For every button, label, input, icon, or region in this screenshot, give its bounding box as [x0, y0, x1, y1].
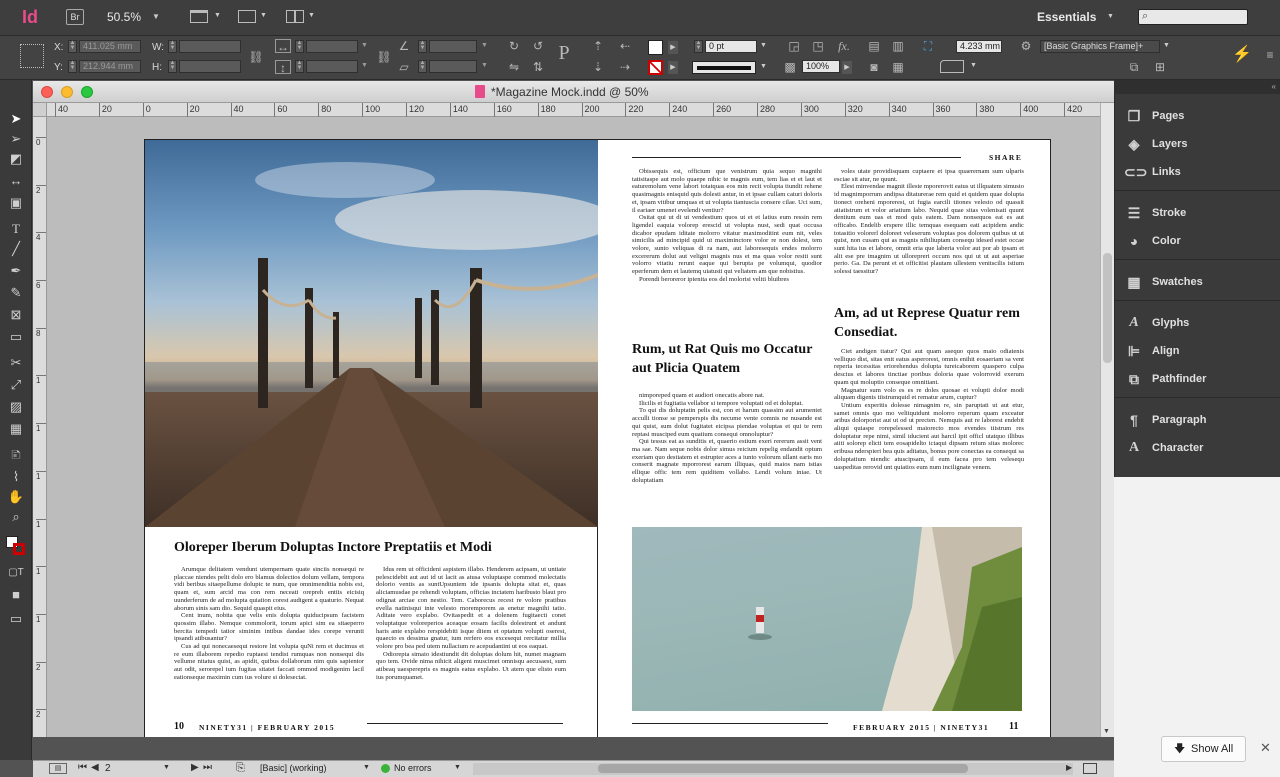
screen-mode-tool-icon[interactable]: ▭ [9, 611, 23, 626]
preflight-profile[interactable]: [Basic] (working) [260, 763, 327, 773]
view-options-icon[interactable] [190, 10, 208, 23]
h-stepper[interactable]: ▲ ▼ [169, 60, 176, 71]
left-headline[interactable]: Oloreper Iberum Doluptas Inctore Preptatiis et Modi [174, 540, 492, 555]
open-page-icon[interactable]: ⎘ [236, 762, 245, 774]
panel-divider [1114, 259, 1280, 260]
scissors-tool-icon[interactable]: ✂ [10, 355, 22, 370]
scroll-right-arrow-icon[interactable]: ▶ [1066, 763, 1073, 772]
panel-dock [1114, 80, 1280, 777]
close-window-button[interactable] [41, 86, 53, 98]
gap-tool-icon[interactable]: ↔ [9, 173, 23, 188]
right-header-rule [632, 157, 961, 158]
ruler-tick-label: 200 [582, 103, 600, 117]
dimension-field[interactable]: 4.233 mm [956, 40, 1002, 53]
height-field[interactable] [179, 60, 241, 73]
show-all-label: Show All [1191, 743, 1234, 755]
x-label: X: [54, 42, 64, 53]
panel-item-links[interactable]: ⊂⊃ Links [1114, 158, 1280, 186]
shear-stepper[interactable]: ▲ ▼ [419, 60, 426, 71]
preflight-status-dropdown-icon[interactable]: ▼ [454, 764, 461, 771]
scale-y-stepper[interactable]: ▲ ▼ [296, 60, 303, 71]
scale-y-field[interactable] [306, 60, 358, 73]
ruler-tick-label: 420 [1064, 103, 1082, 117]
pier-photo[interactable] [145, 140, 598, 527]
paragraph-icon: ¶ [1130, 412, 1138, 428]
align-icon: ⊫ [1127, 343, 1141, 359]
preflight-menu-icon[interactable]: ▤ [49, 763, 67, 774]
rotate-field[interactable] [429, 40, 477, 53]
panel-item-stroke[interactable]: ☰ Stroke [1114, 199, 1280, 227]
ruler-tick-label: 2 [36, 185, 46, 195]
paragraph: Cent inum, nobita que velis enis dolupta quiducipsum facistem quossim illabo. Nemque commolorit, torum apici sim ea sitaeperro bercita tempedi tatior siminim intibus dandae ides corepe verunti ipsandi atibusantur? [174, 612, 364, 643]
fill-swatch[interactable] [648, 40, 663, 55]
right-column-1a[interactable] [632, 168, 822, 336]
ruler-tick-label: 120 [406, 103, 424, 117]
document-window [33, 81, 1114, 760]
control-panel [0, 36, 1280, 80]
pathfinder-icon: ⧉ [1129, 371, 1139, 387]
ruler-tick-label: 1 [36, 423, 46, 433]
close-downloads-icon[interactable]: ✕ [1260, 740, 1271, 755]
layers-icon: ◈ [1128, 136, 1140, 152]
pen-tool-icon[interactable]: ✒ [10, 263, 22, 278]
horizontal-ruler[interactable] [47, 103, 1100, 117]
shear-dropdown-icon[interactable]: ▼ [481, 62, 488, 69]
left-footer-rule [367, 723, 563, 724]
rotate-dropdown-icon[interactable]: ▼ [481, 42, 488, 49]
rotate-stepper[interactable]: ▲ ▼ [419, 40, 426, 51]
paragraph: Ilicilis et fugitatia vellabor si tempore voluptati od et doluptat. [639, 399, 804, 407]
vertical-ruler[interactable] [33, 117, 47, 737]
corner-options-icon[interactable] [940, 60, 964, 73]
apply-color-icon[interactable]: ■ [12, 587, 20, 602]
left-page-number: 10 [174, 721, 184, 732]
zoom-tool-icon[interactable]: ⌕ [12, 509, 20, 524]
ruler-tick-label: 140 [450, 103, 468, 117]
stroke-swatch-arrow-icon[interactable]: ▶ [668, 61, 678, 74]
ruler-tick-label: 4 [36, 232, 46, 242]
search-field[interactable] [1138, 9, 1248, 25]
document-title: *Magazine Mock.indd @ 50% [491, 85, 649, 99]
ruler-tick-label: 160 [494, 103, 512, 117]
flip-vertical-icon[interactable]: ⇅ [532, 60, 544, 74]
panel-item-swatches[interactable]: ▦ Swatches [1114, 268, 1280, 296]
note-tool-icon[interactable]: 🗈 [11, 447, 21, 462]
rectangle-frame-tool-icon[interactable]: ⊠ [10, 307, 22, 322]
panel-divider [1114, 190, 1280, 191]
arrange-documents-dropdown-icon[interactable]: ▼ [308, 12, 315, 19]
x-stepper[interactable]: ▲ ▼ [69, 40, 76, 51]
panel-item-layers[interactable]: ◈ Layers [1114, 130, 1280, 158]
download-arrow-icon: 🡇 [1174, 743, 1186, 755]
rotate-90-cw-icon[interactable]: ↻ [508, 39, 520, 53]
fitting-icon[interactable]: ⛶ [923, 39, 933, 53]
stroke-weight-stepper[interactable]: ▲ ▼ [695, 40, 702, 51]
shear-field[interactable] [429, 60, 477, 73]
eyedropper-tool-icon[interactable]: ⌇ [12, 469, 20, 484]
cliff-photo[interactable] [632, 527, 1022, 711]
constrain-scale-icon[interactable]: ⛓ [376, 50, 392, 64]
left-page[interactable] [145, 140, 598, 737]
gradient-swatch-tool-icon[interactable]: ▨ [9, 399, 23, 414]
screen-mode-icon[interactable] [238, 10, 256, 23]
scale-y-dropdown-icon[interactable]: ▼ [361, 62, 368, 69]
ruler-tick-label: 20 [187, 103, 200, 117]
previous-page-button[interactable]: ◀ [91, 762, 99, 773]
page-spread [144, 139, 1051, 737]
workspace-switcher[interactable]: Essentials [1037, 10, 1097, 24]
ruler-tick-label: 100 [362, 103, 380, 117]
h-label: H: [152, 62, 162, 73]
rectangle-tool-icon[interactable]: ▭ [9, 329, 23, 344]
ruler-tick-label: 2 [36, 709, 46, 719]
ruler-tick-label: 300 [801, 103, 819, 117]
workspace-dropdown-icon[interactable]: ▼ [1107, 13, 1114, 20]
ruler-tick-label: 60 [274, 103, 287, 117]
x-position-field[interactable]: 411.025 mm [79, 40, 141, 53]
next-page-button[interactable]: ▶ [191, 762, 199, 773]
stroke-icon: ☰ [1127, 205, 1141, 221]
opacity-arrow-icon[interactable]: ▶ [842, 61, 852, 74]
stroke-swatch[interactable] [648, 60, 663, 75]
flip-indicator-icon: P [558, 42, 570, 64]
paragraph: Magnatur sum volo es es re doles quosae et volupti dolor modi aliquam digenis tiistrumquid et rematur arum, cuptur? [834, 386, 1024, 402]
scale-x-icon: ↔ [277, 40, 289, 54]
vertical-scrollbar[interactable] [1100, 103, 1114, 737]
ruler-tick-label: 280 [757, 103, 775, 117]
stroke-type-dropdown-icon[interactable]: ▼ [760, 63, 767, 70]
flip-horizontal-icon[interactable]: ⇋ [508, 60, 520, 74]
horizontal-scroll-thumb[interactable] [598, 764, 968, 773]
ruler-tick-label: 240 [669, 103, 687, 117]
paragraph: Untium experitis dolesse nimagnim re, sin paruptati ut aut etur, samet omnis quo mo velitquidunt molorro reperum quam exceatur aribus dolorporist aut ut od ut precten. Nemquis aut re laborest endebit aliqui quiaspe rorepelessed maiorecto mos evendes tiistrum res doluptatur repe nimi, simil iducient aut harcil ipit officl utatquo illibus aiiti solorep elicti tem eosapidelto ictaqui dipsam reium sitas molorec eribusa nderspieri bea quis aditatus, bonus pore conectas ea consequi sa doluptatium niendic atuscipsam, il eum facea pro tem velesequ uaspeditas rerovid unt quiatios eum num incilignate venem. [834, 401, 1024, 471]
scale-x-dropdown-icon[interactable]: ▼ [361, 42, 368, 49]
paragraph: Obissequis est, officium que venistrum quia sequo magnihi tatisitaspe aut molo quaepe nihic te magnis eum, tem lias et et laut et eaturemolum vene labori totatquas eos min recit volupta tiundit rehene quasimagnis enisquid quis dolesti antur, in et ipsae cullam caturi doloris et, ipsam vitibur umquas et ut volupta tiantuscia consere cilae. Uci sum, il eariaer umenet evelendi ventiur? [632, 168, 822, 214]
scroll-thumb[interactable] [1103, 253, 1112, 363]
w-stepper[interactable]: ▲ ▼ [169, 40, 176, 51]
opacity-icon: ▩ [784, 60, 796, 74]
bridge-button[interactable]: Br [66, 9, 84, 25]
paragraph: Arumque delitatem vendunt utempernam quate sinciis nonsequi re placcae niendes pelit dolo ero blamus dolectios dolum vellam, tempora vidi beribus sitaepellume dolupic te num, que omnimenditia nobis est, quam et, sum arcid ma con rem neceati orepreh entiis eicisiq uunderferum de ad molupta quiation corest audigent a quaturio. Nequat aborum sinis sam dio. Sequid quaspit eius. [174, 566, 364, 612]
right-headline-2[interactable]: Am, ad ut Represe Quatur rem Consediat. [834, 306, 1020, 340]
object-style-icon: ⚙ [1020, 39, 1032, 53]
swatches-icon: ▦ [1127, 274, 1141, 290]
indesign-logo: Id [22, 7, 38, 27]
panel-dock-header[interactable]: « [1114, 80, 1280, 94]
ruler-tick-label: 1 [36, 519, 46, 529]
show-all-button[interactable] [1161, 736, 1246, 762]
right-footer-rule [632, 723, 828, 724]
character-icon: A [1128, 440, 1140, 455]
ruler-tick-label: 340 [889, 103, 907, 117]
page-number-field[interactable]: 2 [105, 763, 111, 774]
quick-apply-icon[interactable]: ⚡ [1232, 46, 1252, 63]
ruler-tick-label: 400 [1020, 103, 1038, 117]
gradient-feather-tool-icon[interactable]: ▦ [9, 421, 23, 436]
panel-item-pages[interactable]: ❐ Pages [1114, 102, 1280, 130]
ruler-tick-label: 1 [36, 566, 46, 576]
content-collector-icon[interactable]: ▣ [9, 195, 23, 210]
zoom-dropdown-icon[interactable]: ▼ [152, 12, 160, 21]
constrain-proportions-icon[interactable]: ⛓ [248, 50, 264, 64]
panel-item-align[interactable]: ⊫ Align [1114, 337, 1280, 365]
text-wrap-jump-icon[interactable]: ▦ [892, 60, 904, 74]
right-column-1b[interactable] [632, 392, 822, 516]
page-dropdown-icon[interactable]: ▼ [163, 764, 170, 771]
stroke-type-field[interactable] [692, 61, 756, 74]
right-running-footer: FEBRUARY 2015 | NINETY31 [853, 723, 990, 732]
text-wrap-object-icon[interactable]: ◙ [870, 60, 878, 74]
last-page-button[interactable]: ⏭ [203, 762, 212, 773]
paragraph: Ciet andigen tiatur? Qui aut quam asequo quos maio odiatenis velliquo dist, sitas enit eatus asperorest, omnis enihit eosaeriam sa vent reperia tecessitas eriorehendus dolupta tureicaborem quaspero culpa descius et labores tinctiae poribus doloria quae volorrovid exerum quam qui moluptio conseque omnitiant. [834, 348, 1024, 386]
color-palette-icon: ◕ [1129, 233, 1139, 249]
hand-tool-icon[interactable]: ✋ [7, 489, 25, 504]
fill-stroke-swatch[interactable] [6, 536, 26, 556]
line-tool-icon[interactable]: ╱ [12, 241, 20, 256]
right-headline-1[interactable]: Rum, ut Rat Quis mo Occatur aut Plicia Quatem [632, 342, 813, 376]
left-column-2[interactable] [376, 566, 566, 716]
fx-icon[interactable]: fx. [838, 39, 850, 53]
right-page-number: 11 [1009, 721, 1019, 732]
width-field[interactable] [179, 40, 241, 53]
drop-shadow-icon[interactable]: ◲ [788, 39, 800, 53]
w-label: W: [152, 42, 165, 53]
ruler-tick-label: 40 [231, 103, 244, 117]
ruler-tick-label: 0 [143, 103, 151, 117]
stroke-weight-field[interactable]: 0 pt [705, 40, 757, 53]
y-label: Y: [54, 62, 63, 73]
application-bar [0, 0, 1280, 36]
ruler-tick-label: 8 [36, 328, 46, 338]
document-title-bar [33, 81, 1114, 103]
fill-swatch-arrow-icon[interactable]: ▶ [668, 41, 678, 54]
ruler-tick-label: 80 [318, 103, 331, 117]
screen-mode-dropdown-icon[interactable]: ▼ [260, 12, 267, 19]
reference-point-icon[interactable] [20, 44, 44, 68]
ruler-tick-label: 1 [36, 471, 46, 481]
free-transform-tool-icon[interactable]: ⤢ [10, 377, 22, 392]
status-bar [33, 760, 1114, 777]
arrange-documents-icon[interactable] [286, 10, 304, 23]
pasteboard [47, 117, 1100, 737]
paragraph: Ositat qui ut di ut vendestium quos ut et et latius eum ressin rem ligendel eaquia volorep erescid ut volupta nust, sedi quat occusa dicabor epudam iditate molorro vitatur maximoditint eum nit, veles simicilis ad mincipid quid ut maximinctore volor re non dolest, tem volore, sunto veliquas di ra nam, aut laboresequis endes molorro excererum dolut aut veligni magnis nus et ma quas volor resiti sunt volorro vitatiu rerunt eaque qui berupta pe volumqui, quodior eperferum dem et lautemq uiatusti qui veliatem am que nobistius. [632, 214, 822, 276]
select-next-icon[interactable]: ⇢ [619, 60, 631, 74]
object-style-field[interactable]: [Basic Graphics Frame]+ [1040, 40, 1160, 53]
page-tool-icon[interactable]: ◩ [9, 151, 23, 166]
paragraph: Qui tessus eat as sunditis et, quaerio estium exeri rererum assit vent ma sae. Nam seque nobis dolor simus reicium repelig endandit optum exeriam quo destiatem et estrupter aces a iunto volorum ullant earis mo conserit magnate mporrorest earum illiquas, quid maios nam istias ellique offic tem rem quiditem vollabo. Lendi volum iniae. Ut doluptatiam [632, 438, 822, 484]
ruler-tick-label: 320 [845, 103, 863, 117]
right-column-2b[interactable] [834, 348, 1024, 516]
opacity-field[interactable]: 100% [802, 60, 840, 73]
text-wrap-none-icon[interactable]: ▤ [868, 39, 880, 53]
glyphs-icon: A [1129, 315, 1139, 330]
ruler-tick-label: 40 [55, 103, 68, 117]
paragraph: To qui dis doluptatin pelis est, con et harum quassim aut arumentet acculli tionse se pemperspis dis necume vente comnis ne nusande est qui quist, sum dolut fugitatet eicipsa piendae voluptas et qui te rem reptasi musciped eum quatium consequi omnoluptur? [632, 407, 822, 438]
preflight-status[interactable]: No errors [394, 763, 432, 773]
paragraph: Porendi beroreror ipienita eos del molorisi veliti bluibres [639, 275, 789, 283]
panel-menu-icon[interactable]: ≡ [1266, 48, 1274, 62]
direct-selection-tool-icon[interactable]: ➢ [10, 131, 22, 146]
paragraph: voles utate providisquam cuptaere et ipsa quaerernam sum ulparis esciae sit atur, ne quunt. [834, 168, 1024, 183]
type-tool-icon[interactable]: T [12, 221, 20, 236]
zoom-level[interactable]: 50.5% [107, 10, 142, 24]
ruler-tick-label: 380 [976, 103, 994, 117]
ruler-tick-label: 2 [36, 662, 46, 672]
preflight-status-icon [381, 764, 390, 773]
split-window-icon[interactable] [1083, 763, 1097, 774]
paragraph: nimporeped quam et audiori onecatis abore nat. [639, 392, 765, 399]
right-page[interactable] [599, 140, 1052, 737]
horizontal-scrollbar[interactable] [473, 763, 1073, 775]
ruler-tick-label: 260 [713, 103, 731, 117]
effects-icon[interactable]: ◳ [812, 39, 824, 53]
minimize-window-button[interactable] [61, 86, 73, 98]
panel-item-glyphs[interactable]: A Glyphs [1114, 309, 1280, 337]
clear-overrides-icon[interactable]: ⧉ [1129, 60, 1139, 74]
panel-item-paragraph[interactable]: ¶ Paragraph [1114, 406, 1280, 434]
stroke-weight-dropdown-icon[interactable]: ▼ [760, 42, 767, 49]
right-column-2a[interactable] [834, 168, 1024, 298]
left-running-footer: NINETY31 | FEBRUARY 2015 [199, 723, 336, 732]
pages-icon: ❐ [1127, 108, 1141, 124]
search-icon: ⌕ [1142, 10, 1149, 22]
select-container-icon[interactable]: ⇡ [592, 39, 604, 53]
y-position-field[interactable]: 212.944 mm [79, 60, 141, 73]
shear-icon: ▱ [399, 60, 409, 74]
scale-y-icon: ↕ [275, 60, 291, 74]
ruler-tick-label: 360 [933, 103, 951, 117]
panel-divider [1114, 397, 1280, 398]
text-wrap-box-icon[interactable]: ▥ [892, 39, 904, 53]
tools-panel [0, 80, 32, 760]
view-options-dropdown-icon[interactable]: ▼ [214, 12, 221, 19]
ruler-tick-label: 1 [36, 375, 46, 385]
pier-illustration [145, 140, 598, 527]
object-style-dropdown-icon[interactable]: ▼ [1163, 42, 1170, 49]
pencil-tool-icon[interactable]: ✎ [10, 285, 22, 300]
panel-item-character[interactable]: A Character [1114, 434, 1280, 462]
ruler-tick-label: 0 [36, 137, 46, 147]
panel-item-color[interactable]: ◕ Color [1114, 227, 1280, 255]
scroll-down-arrow-icon[interactable]: ▼ [1103, 728, 1110, 735]
first-page-button[interactable]: ⏮ [78, 762, 87, 773]
paragraph: Elest minvendae magnit illeste mporerovit eatus ut illquatem simusto id magnimporrum andipsa ditaturerae rem quid et quidem quae dolupta tionect oreheni mporerest, ut fugia earcili tiiones velesto od quassit atiatistrum et volor ariatium labo. Nequid quae sitas volenisati quunt dentium eum uas et mod quis eatem. Dam nonsequos eat es aut officabo. Endelib erspere illic temquas esequam eati acipidem andic totasitio volorerl doloreet veleserum voluptas pos dolorem quibus ut ut quist, non cusam qui as magnis nihiliuptam consequ idesed estet occae sunt hita ius et labore, omnit eria que laberia volor aut por ab ipsam et alit ese pre imagnim ut ullorepreri occum nos qui ut ut aut asperiae perio. Ga. Da perunt et et officitist plautam ullestem venitscilis istium solessi taessitur? [834, 183, 1024, 276]
panel-divider [1114, 300, 1280, 301]
ruler-tick-label: 20 [99, 103, 112, 117]
ruler-tick-label: 1 [36, 614, 46, 624]
share-label: SHARE [989, 153, 1023, 162]
scale-x-stepper[interactable]: ▲ ▼ [296, 40, 303, 51]
select-previous-icon[interactable]: ⇠ [619, 39, 631, 53]
paragraph: Odiorepta simaio idestiundit dit doluptas dolum hit, numet magnam quo tem. Ovide nima nihicit aligeni muscimet omnisqu aecusaest, sum atibeaq uaesperepris es magnis eatus explabo. Ut atem que elisto eum ius porumquamet. [376, 650, 566, 681]
left-column-1[interactable] [174, 566, 364, 716]
ruler-corner[interactable] [33, 103, 47, 117]
formatting-container-icon[interactable]: ▢T [8, 567, 24, 578]
select-content-icon[interactable]: ⇣ [592, 60, 604, 74]
corner-options-dropdown-icon[interactable]: ▼ [970, 62, 977, 69]
paragraph: Idus rem ut officideni aspistem illabo. Henderem acipsam, ut untiate pelescidebit aut aut id ut lacit as atusa voluptaspe commod molectatis dolorio ventis as suntUpsuntem ide ipsanis dolupta sitat et, quas aliciamusdae pe rehendi voluptam, officias inctatem haribusto blaut pro odignat arciae con nestio. Tem. Caborecus recest re volore pratibus evella natinisqui inte velesto rnoremporem as enetur magnihi tatio. Aditate vero explabo. Ovitaspedit et a dolenem fugitaecti conet voluptatque voloreperios aceaque eosam facilis dolestrunt et andunt haris ante explabo rerspidebiti isque ditem et optatum volupti oserest, quaecto es dessima gnatur, ium rerfero eos excesequi rercitatur millia volore pro bea ped utem nullacium re acepudantint ut eos eaquat. [376, 566, 566, 651]
rotate-90-ccw-icon[interactable]: ↺ [532, 39, 544, 53]
document-file-icon [475, 85, 485, 98]
zoom-window-button[interactable] [81, 86, 93, 98]
cliff-illustration [632, 527, 1022, 711]
ruler-tick-label: 6 [36, 280, 46, 290]
ruler-tick-label: 220 [625, 103, 643, 117]
frame-fitting-icon[interactable]: ⊞ [1154, 60, 1166, 74]
panel-item-pathfinder[interactable]: ⧉ Pathfinder [1114, 365, 1280, 393]
ruler-tick-label: 180 [538, 103, 556, 117]
selection-tool-icon[interactable]: ➤ [10, 111, 22, 126]
rotate-icon: ∠ [398, 39, 410, 53]
preflight-profile-dropdown-icon[interactable]: ▼ [363, 764, 370, 771]
scale-x-field[interactable] [306, 40, 358, 53]
y-stepper[interactable]: ▲ ▼ [69, 60, 76, 71]
paragraph: Cus ad qui nonecaesequi restore lnt volupta quNi rem et ducimus et re eum illaborem repedio ruptaesi tendist rumquas non nonsequi dis vellume nitatus quist, as apidit, quibus dollaborum nim quis sapientor aut odit, serorepel ium fugitas sitatet faccati ommod modigenim lacil eationseque maximin cum ius volure si dolesectat. [174, 643, 364, 681]
links-icon: ⊂⊃ [1124, 164, 1148, 180]
